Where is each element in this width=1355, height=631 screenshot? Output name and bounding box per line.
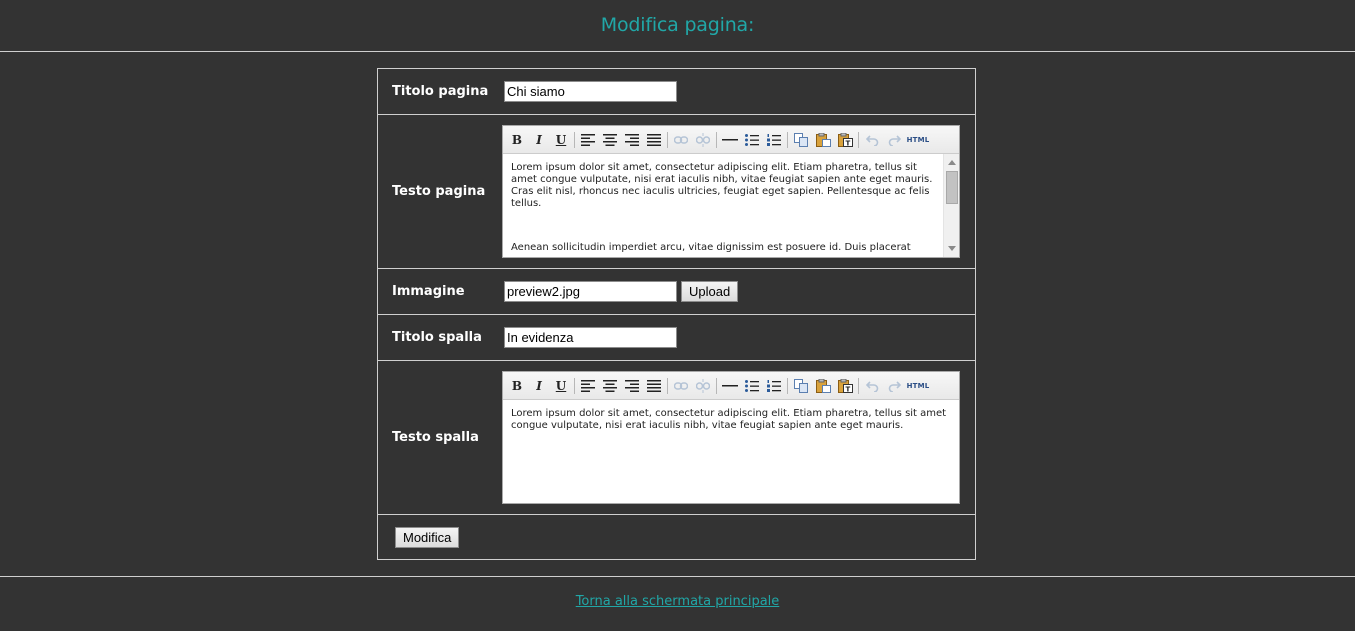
paragraph: Lorem ipsum dolor sit amet, consectetur adipiscing elit. Etiam pharetra, tellus sit amet congue vulputate, nisi erat iaculis nibh, vitae feugiat sapien ante eget mauris. Cras elit nisl, rhoncus nec iaculis ultricies, feugiat eget sapien. Pellentesque ac felis tellus.: [511, 162, 933, 209]
link-icon[interactable]: [670, 129, 692, 151]
sidebar-title-input[interactable]: [504, 327, 677, 348]
editor-scrollbar[interactable]: [943, 154, 959, 257]
bullet-list-icon[interactable]: [741, 375, 763, 397]
align-right-icon[interactable]: [621, 129, 643, 151]
page-title-input[interactable]: [504, 81, 677, 102]
align-center-icon[interactable]: [599, 375, 621, 397]
page-text-content[interactable]: [503, 154, 959, 257]
redo-icon[interactable]: [883, 129, 905, 151]
paste-icon[interactable]: [812, 129, 834, 151]
row-sidebar-text: [378, 361, 975, 515]
html-source-icon[interactable]: HTML: [906, 135, 930, 144]
underline-icon[interactable]: U: [555, 378, 567, 393]
undo-icon[interactable]: [861, 375, 883, 397]
unlink-icon[interactable]: [692, 375, 714, 397]
bold-icon[interactable]: B: [511, 132, 523, 147]
toolbar-separator: [716, 378, 717, 394]
back-to-main-link[interactable]: Torna alla schermata principale: [575, 594, 780, 609]
horizontal-rule-icon[interactable]: [719, 375, 741, 397]
toolbar-separator: [574, 378, 575, 394]
copy-icon[interactable]: [790, 129, 812, 151]
sidebar-title-label: Titolo spalla: [392, 330, 482, 345]
row-page-title: [378, 69, 975, 115]
justify-icon[interactable]: [643, 129, 665, 151]
editor-toolbar: [503, 126, 959, 154]
image-label: Immagine: [392, 284, 465, 299]
image-input[interactable]: [504, 281, 677, 302]
editor-toolbar: [503, 372, 959, 400]
paste-text-icon[interactable]: [834, 375, 856, 397]
toolbar-separator: [858, 378, 859, 394]
page-header: [0, 0, 1355, 52]
sidebar-text-content[interactable]: [503, 400, 959, 503]
align-center-icon[interactable]: [599, 129, 621, 151]
numbered-list-icon[interactable]: [763, 129, 785, 151]
toolbar-separator: [858, 132, 859, 148]
scroll-thumb[interactable]: [946, 171, 958, 204]
svg-text:T: T: [845, 139, 850, 147]
toolbar-separator: [787, 378, 788, 394]
scroll-down-icon[interactable]: [948, 246, 956, 251]
unlink-icon[interactable]: [692, 129, 714, 151]
svg-text:T: T: [845, 385, 850, 393]
paste-icon[interactable]: [812, 375, 834, 397]
undo-icon[interactable]: [861, 129, 883, 151]
scroll-up-icon[interactable]: [948, 160, 956, 165]
footer-divider: [0, 576, 1355, 577]
align-left-icon[interactable]: [577, 375, 599, 397]
upload-button[interactable]: Upload: [681, 281, 738, 302]
toolbar-separator: [787, 132, 788, 148]
bold-icon[interactable]: B: [511, 378, 523, 393]
edit-page-form: [377, 68, 976, 560]
toolbar-separator: [716, 132, 717, 148]
paste-text-icon[interactable]: [834, 129, 856, 151]
toolbar-separator: [667, 378, 668, 394]
sidebar-text-editor: [502, 371, 960, 504]
page-text-label: Testo pagina: [392, 184, 486, 199]
page-text-editor: [502, 125, 960, 258]
link-icon[interactable]: [670, 375, 692, 397]
modifica-button[interactable]: Modifica: [395, 527, 459, 548]
html-source-icon[interactable]: HTML: [906, 381, 930, 390]
toolbar-separator: [667, 132, 668, 148]
italic-icon[interactable]: I: [536, 378, 542, 393]
paragraph: Lorem ipsum dolor sit amet, consectetur adipiscing elit. Etiam pharetra, tellus sit amet congue vulputate, nisi erat iaculis nibh, vitae feugiat sapien ante eget mauris.: [511, 408, 947, 431]
italic-icon[interactable]: I: [536, 132, 542, 147]
align-left-icon[interactable]: [577, 129, 599, 151]
row-image: [378, 269, 975, 315]
row-submit: [378, 515, 975, 559]
row-page-text: [378, 115, 975, 269]
justify-icon[interactable]: [643, 375, 665, 397]
row-sidebar-title: [378, 315, 975, 361]
align-right-icon[interactable]: [621, 375, 643, 397]
copy-icon[interactable]: [790, 375, 812, 397]
paragraph: Aenean sollicitudin imperdiet arcu, vitae dignissim est posuere id. Duis placerat: [511, 242, 911, 253]
page-title-label: Titolo pagina: [392, 84, 489, 99]
toolbar-separator: [574, 132, 575, 148]
page-title: Modifica pagina:: [600, 14, 755, 36]
underline-icon[interactable]: U: [555, 132, 567, 147]
horizontal-rule-icon[interactable]: [719, 129, 741, 151]
bullet-list-icon[interactable]: [741, 129, 763, 151]
sidebar-text-label: Testo spalla: [392, 430, 479, 445]
numbered-list-icon[interactable]: [763, 375, 785, 397]
redo-icon[interactable]: [883, 375, 905, 397]
